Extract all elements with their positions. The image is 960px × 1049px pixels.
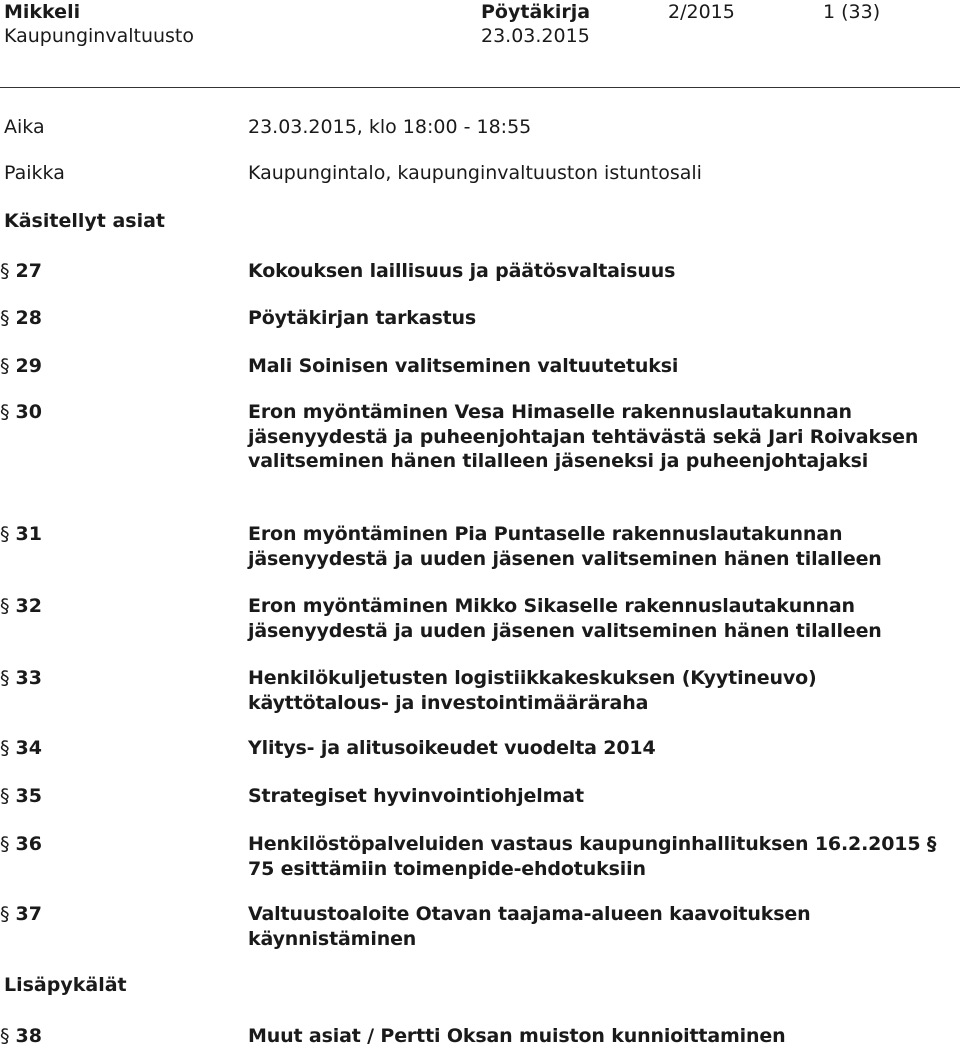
- header-divider: [0, 87, 960, 88]
- agenda-item-number: [0, 666, 42, 690]
- time-label: Aika: [4, 116, 45, 138]
- section-additional-heading: Lisäpykälät: [4, 974, 127, 996]
- place-value: Kaupungintalo, kaupunginvaltuuston istuntosali: [248, 162, 702, 184]
- section-symbol: §: [0, 667, 10, 689]
- section-symbol: §: [0, 1025, 10, 1047]
- agenda-item-num-text: 29: [15, 355, 42, 377]
- agenda-item-num-text: 28: [15, 307, 42, 329]
- agenda-item-num-text: 27: [15, 260, 42, 282]
- section-symbol: §: [0, 785, 10, 807]
- agenda-item-title: Strategiset hyvinvointiohjelmat: [248, 785, 584, 807]
- section-symbol: §: [0, 355, 10, 377]
- agenda-item-number: [0, 400, 42, 424]
- agenda-item-num-text: 35: [15, 785, 42, 807]
- agenda-item-title: Muut asiat / Pertti Oksan muiston kunnioittaminen: [248, 1025, 786, 1047]
- section-symbol: §: [0, 523, 10, 545]
- doc-date: 23.03.2015: [481, 25, 590, 47]
- agenda-item-number: [0, 306, 42, 330]
- section-symbol: §: [0, 307, 10, 329]
- agenda-item-number: [0, 902, 42, 926]
- agenda-item-num-text: 30: [15, 401, 42, 423]
- body-name: Kaupunginvaltuusto: [4, 25, 195, 47]
- agenda-item-title: Ylitys- ja alitusoikeudet vuodelta 2014: [248, 737, 656, 759]
- section-symbol: §: [0, 401, 10, 423]
- page-number: 1 (33): [823, 1, 881, 23]
- agenda-item-num-text: 36: [15, 833, 42, 855]
- section-symbol: §: [0, 833, 10, 855]
- agenda-item-title: Eron myöntäminen Pia Puntaselle rakennuslautakunnan jäsenyydestä ja uuden jäsenen valitseminen hänen tilalleen: [248, 523, 882, 570]
- agenda-item-title: Eron myöntäminen Mikko Sikaselle rakennuslautakunnan jäsenyydestä ja uuden jäsenen valitseminen hänen tilalleen: [248, 595, 882, 642]
- agenda-item-num-text: 32: [15, 595, 42, 617]
- agenda-item-number: [0, 522, 42, 546]
- agenda-item-number: [0, 784, 42, 808]
- agenda-item-num-text: 31: [15, 523, 42, 545]
- agenda-item-number: [0, 594, 42, 618]
- section-symbol: §: [0, 260, 10, 282]
- section-symbol: §: [0, 595, 10, 617]
- agenda-item-num-text: 33: [15, 667, 42, 689]
- doc-number: 2/2015: [668, 1, 735, 23]
- section-handled-heading: Käsitellyt asiat: [4, 210, 165, 232]
- agenda-item-title: Kokouksen laillisuus ja päätösvaltaisuus: [248, 260, 676, 282]
- agenda-item-title: Henkilöstöpalveluiden vastaus kaupunginhallituksen 16.2.2015 § 75 esittämiin toimenpide-ehdotuksiin: [248, 833, 937, 880]
- agenda-item-number: [0, 259, 42, 283]
- section-symbol: §: [0, 737, 10, 759]
- agenda-item-title: Eron myöntäminen Vesa Himaselle rakennuslautakunnan jäsenyydestä ja puheenjohtajan tehtävästä sekä Jari Roivaksen valitseminen hänen tilalleen jäseneksi ja puheenjohtajaksi: [248, 401, 919, 472]
- agenda-item-num-text: 34: [15, 737, 42, 759]
- section-symbol: §: [0, 903, 10, 925]
- agenda-item-title: Henkilökuljetusten logistiikkakeskuksen (Kyytineuvo) käyttötalous- ja investointimääräraha: [248, 667, 817, 714]
- agenda-item-num-text: 37: [15, 903, 42, 925]
- agenda-item-title: Mali Soinisen valitseminen valtuutetuksi: [248, 355, 679, 377]
- agenda-item-number: [0, 832, 42, 856]
- doc-type: Pöytäkirja: [481, 1, 591, 23]
- time-value: 23.03.2015, klo 18:00 - 18:55: [248, 116, 532, 138]
- agenda-item-number: [0, 354, 42, 378]
- agenda-item-num-text: 38: [15, 1025, 42, 1047]
- org-name: Mikkeli: [4, 1, 81, 23]
- agenda-item-number: [0, 736, 42, 760]
- place-label: Paikka: [4, 162, 65, 184]
- agenda-item-title: Pöytäkirjan tarkastus: [248, 307, 477, 329]
- agenda-item-number: [0, 1024, 42, 1048]
- agenda-item-title: Valtuustoaloite Otavan taajama-alueen kaavoituksen käynnistäminen: [248, 903, 811, 950]
